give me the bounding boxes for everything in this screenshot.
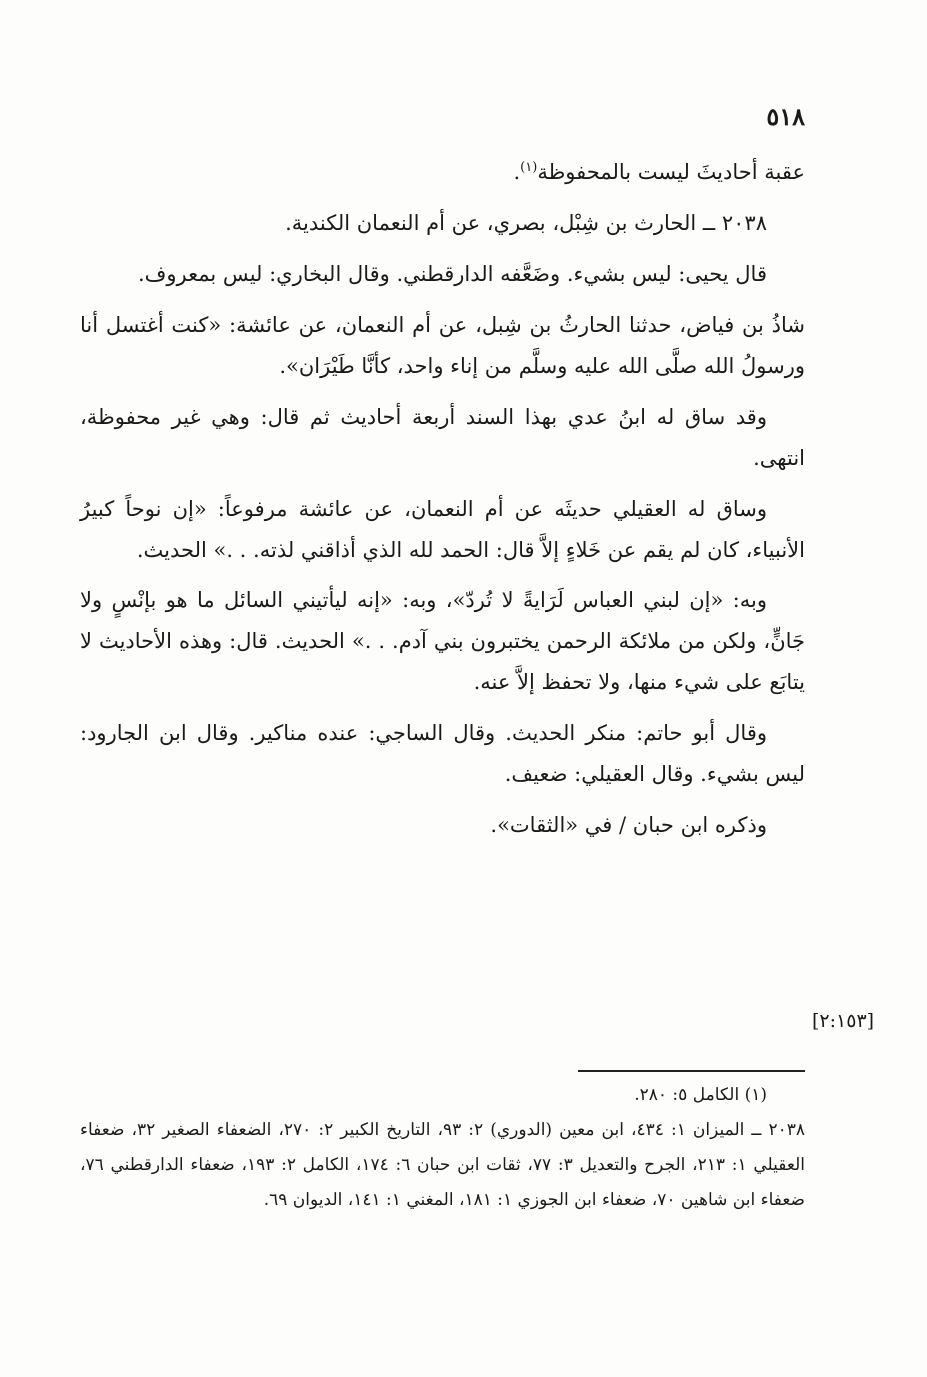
- entry-heading-2038: ٢٠٣٨ ــ الحارث بن شِبْل، بصري، عن أم النعمان الكندية.: [285, 210, 767, 235]
- paragraph-7: وبه: «إن لبني العباس لَرَايةً لا تُردّ»، وبه: «إنه ليأتيني السائل ما هو بإنْسٍ ولا جَانٍّ، ولكن من ملائكة الرحمن يختبرون بني آدم. . .» الحديث. قال: وهذه الأحاديث لا يتابَع على شيء منها، ولا تحفظ إلاَّ عنه.: [80, 588, 805, 695]
- paragraph-3: قال يحيى: ليس بشيء. وضَعَّفه الدارقطني. وقال البخاري: ليس بمعروف.: [137, 261, 767, 286]
- footnote-2038-sources: ٢٠٣٨ ــ الميزان ١: ٤٣٤، ابن معين (الدوري) ٢: ٩٣، التاريخ الكبير ٢: ٢٧٠، الضعفاء الصغير ٣٢، ضعفاء العقيلي ١: ٢١٣، الجرح والتعديل ٣: ٧٧، ثقات ابن حبان ٦: ١٧٤، الكامل ٢: ١٩٣، ضعفاء الدارقطني ٧٦، ضعفاء ابن شاهين ٧٠، ضعفاء ابن الجوزي ١: ١٨١، المغني ١: ١٤١، الديوان ٦٩.: [80, 1119, 805, 1210]
- page-number: ٥١٨: [766, 102, 805, 131]
- paragraph-1-end: .: [513, 160, 521, 184]
- paragraph-5: وقد ساق له ابنُ عدي بهذا السند أربعة أحاديث ثم قال: وهي غير محفوظة، انتهى.: [80, 404, 805, 470]
- paragraph-1: [80, 152, 805, 193]
- paragraph-4: شاذُ بن فياض، حدثنا الحارثُ بن شِبل، عن أم النعمان، عن عائشة: «كنت أغتسل أنا ورسولُ الله صلَّى الله عليه وسلَّم من إناء واحد، كأنَّا طَيْرَان».: [80, 312, 805, 378]
- paragraph-1-text: عقبة أحاديثَ ليست بالمحفوظة: [537, 160, 805, 184]
- paragraph-6: وساق له العقيلي حديثَه عن أم النعمان، عن عائشة مرفوعاً: «إن نوحاً كبيرُ الأنبياء، كان لم يقم عن خَلاءٍ إلاَّ قال: الحمد لله الذي أذاقني لذته. . .» الحديث.: [80, 496, 805, 562]
- main-text: [80, 152, 805, 856]
- footnote-ref-1: (١): [520, 160, 538, 175]
- margin-reference: [٢:١٥٣]: [812, 1010, 875, 1032]
- paragraph-9: وذكره ابن حبان / في «الثقات».: [490, 813, 767, 838]
- paragraph-8: وقال أبو حاتم: منكر الحديث. وقال الساجي: عنده مناكير. وقال ابن الجارود: ليس بشيء. وقال العقيلي: ضعيف.: [80, 721, 805, 787]
- footnote-divider: [578, 1070, 805, 1072]
- footnotes: [80, 1078, 805, 1217]
- footnote-1: (١) الكامل ٥: ٢٨٠.: [634, 1085, 767, 1105]
